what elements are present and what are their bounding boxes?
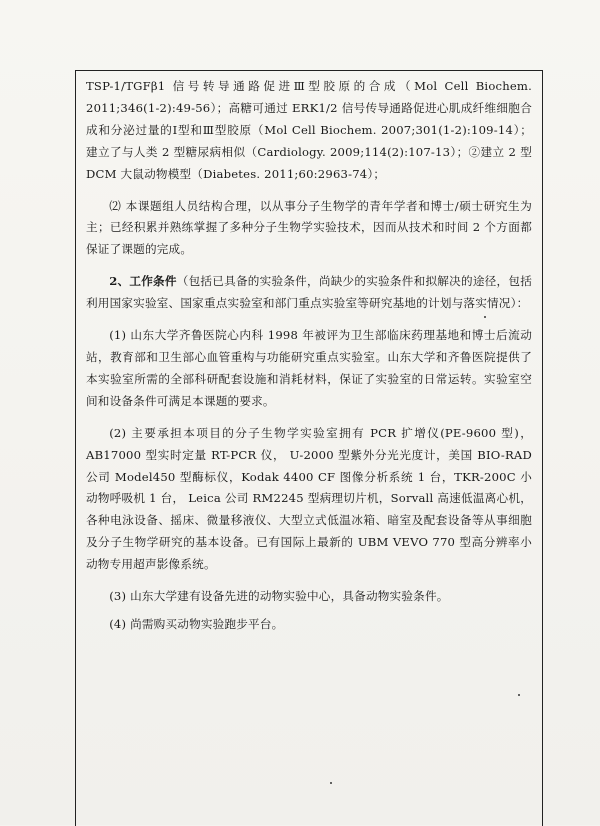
section-title: 2、工作条件 xyxy=(109,274,177,289)
paragraph-references: TSP-1/TGFβ1 信号转导通路促进Ⅲ型胶原的合成（Mol Cell Biochem. 2011;346(1-2):49-56）；高糖可通过 ERK1/2 信号传导通路促进心肌成纤维细胞合成和分泌过量的Ⅰ型和Ⅲ型胶原（Mol Cell Biochem. 2007;301(1-2):109-14）；建立了与人类 2 型糖尿病相似（Cardiology. 2009;114(2):107-13）；②建立 2 型 DCM 大鼠动物模型（Diabetes. 2011;60:2963-74）； xyxy=(86,79,532,181)
section-heading-work-conditions xyxy=(86,271,532,315)
scan-speck xyxy=(484,316,486,318)
section-description: （包括已具备的实验条件，尚缺少的实验条件和拟解决的途径，包括利用国家实验室、国家重点实验室和部门重点实验室等研究基地的计划与落实情况）： xyxy=(86,274,532,311)
paragraph-condition-3: (3) 山东大学建有设备先进的动物实验中心，具备动物实验条件。 xyxy=(109,589,449,604)
paragraph-condition-2: (2) 主要承担本项目的分子生物学实验室拥有 PCR 扩增仪(PE-9600 型)，AB17000 型实时定量 RT-PCR 仪， U-2000 型紫外分光光度计，美国 BIO-RAD 公司 Model450 型酶标仪，Kodak 4400 CF 图像分析系统 1 台，TKR-200C 小动物呼吸机 1 台， Leica 公司 RM2245 型病理切片机，Sorvall 高速低温离心机，各种电泳设备、摇床、微量移液仪、大型立式低温冰箱、暗室及配套设备等从事细胞及分子生物学研究的基本设备。已有国际上最新的 UBM VEVO 770 型高分辨率小动物专用超声影像系统。 xyxy=(86,425,532,572)
scan-speck xyxy=(330,782,332,784)
document-body xyxy=(86,76,532,636)
scan-speck xyxy=(518,694,520,696)
paragraph-condition-1: (1) 山东大学齐鲁医院心内科 1998 年被评为卫生部临床药理基地和博士后流动站，教育部和卫生部心血管重构与功能研究重点实验室。山东大学和齐鲁医院提供了本实验室所需的全部科研配套设施和消耗材料，保证了实验室的日常运转。实验室空间和设备条件可满足本课题的要求。 xyxy=(86,328,532,408)
paragraph-condition-4: (4) 尚需购买动物实验跑步平台。 xyxy=(109,616,284,631)
paragraph-team-structure: ⑵ 本课题组人员结构合理，以从事分子生物学的青年学者和博士/硕士研究生为主；已经积累并熟练掌握了多种分子生物学实验技术，因而从技术和时间 2 个方面都保证了课题的完成。 xyxy=(86,198,532,257)
